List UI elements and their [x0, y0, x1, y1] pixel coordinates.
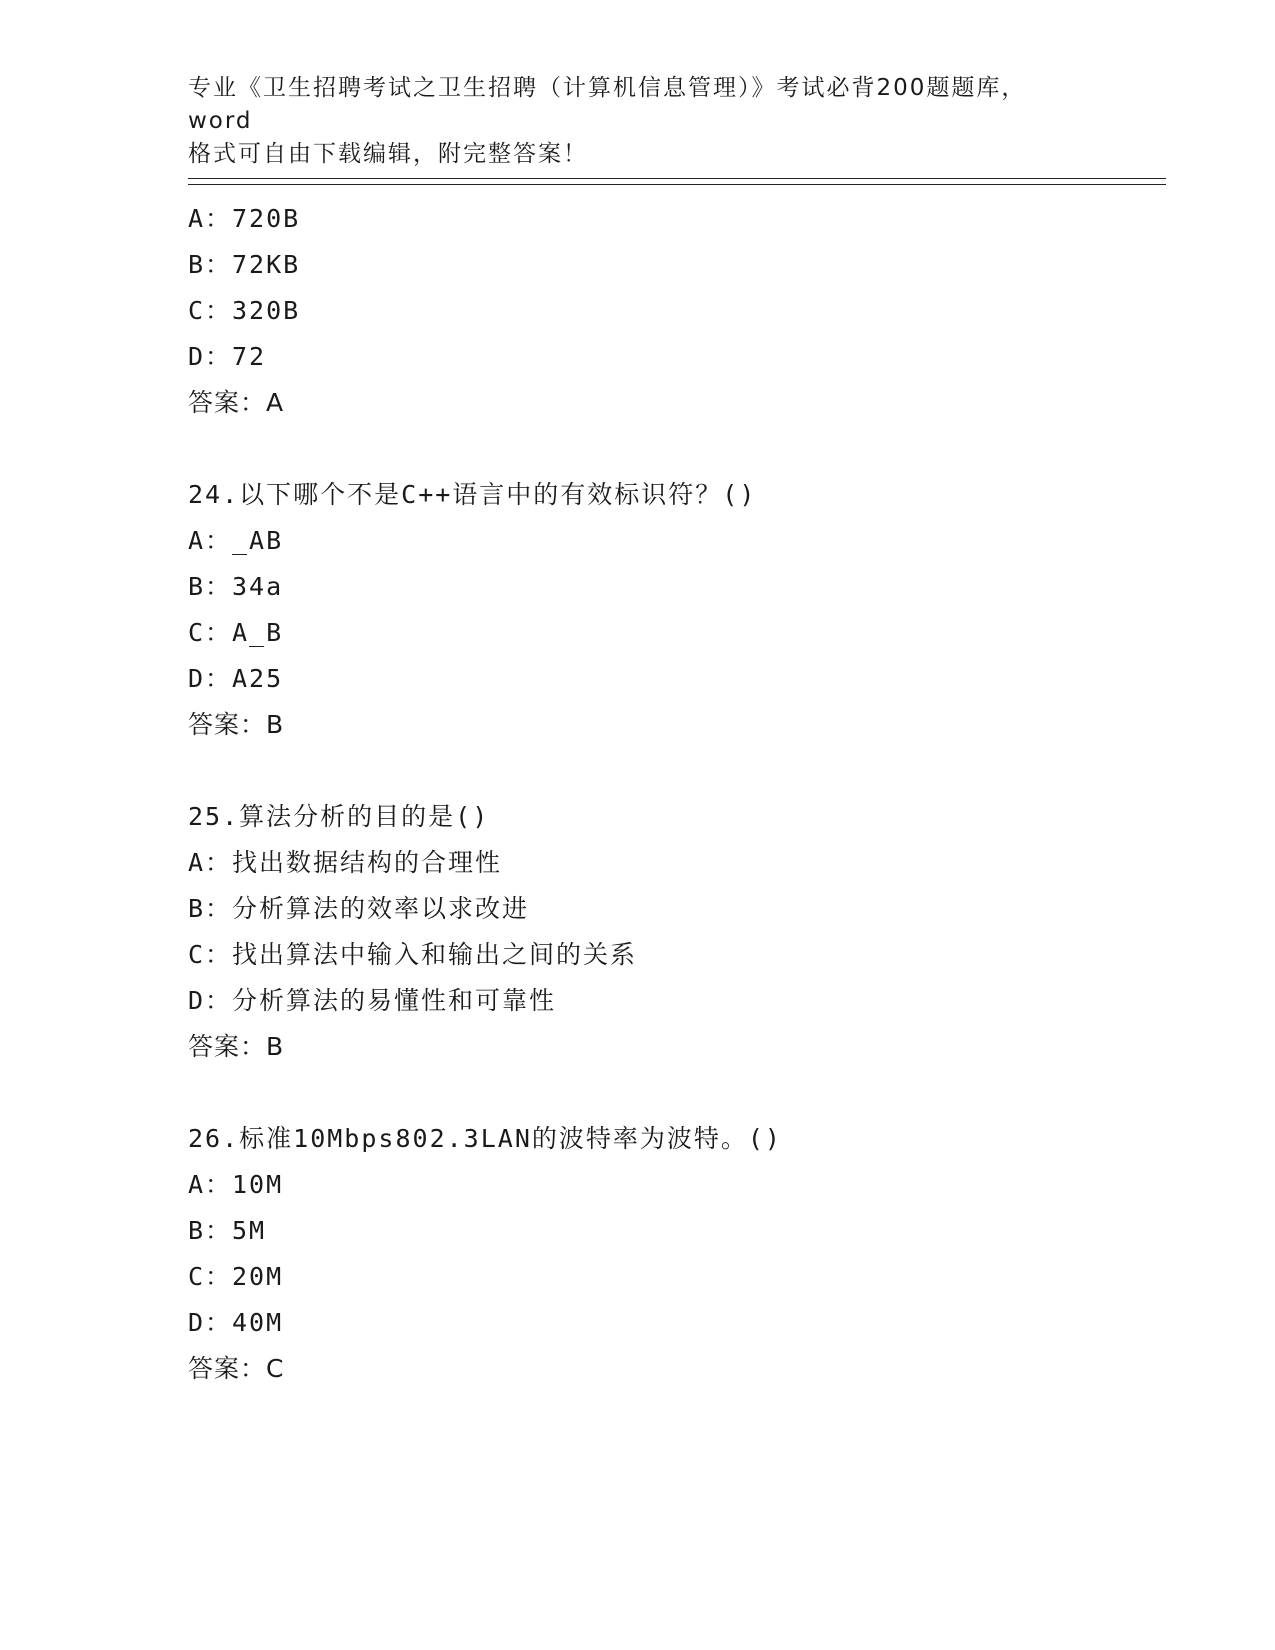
option-key: C：	[188, 940, 233, 969]
option-text: 找出算法中输入和输出之间的关系	[232, 940, 638, 969]
option-d	[188, 334, 1166, 380]
option-key: C：	[188, 1262, 233, 1291]
option-key: D：	[188, 342, 233, 371]
option-d	[188, 978, 1166, 1024]
answer-line: 答案：B	[188, 1032, 285, 1061]
option-key: D：	[188, 664, 233, 693]
option-key: B：	[188, 1216, 233, 1245]
option-text: 找出数据结构的合理性	[232, 848, 503, 877]
document-header	[188, 72, 1088, 171]
option-a	[188, 518, 1166, 564]
option-text: 10M	[232, 1170, 284, 1199]
option-a	[188, 196, 1166, 242]
answer-line: 答案：A	[188, 388, 285, 417]
header-line-2: 格式可自由下载编辑，附完整答案！	[188, 141, 588, 167]
option-key: D：	[188, 1308, 233, 1337]
option-text: 720B	[232, 204, 301, 233]
option-key: D：	[188, 986, 233, 1015]
option-b	[188, 886, 1166, 932]
question-block-24	[188, 472, 1166, 748]
option-text: 分析算法的易懂性和可靠性	[232, 986, 557, 1015]
option-text: 20M	[232, 1262, 284, 1291]
option-b	[188, 564, 1166, 610]
option-key: C：	[188, 618, 233, 647]
answer-line: 答案：C	[188, 1354, 285, 1383]
option-a	[188, 840, 1166, 886]
question-block-26	[188, 1116, 1166, 1392]
question-stem: 25.算法分析的目的是()	[188, 802, 490, 831]
option-key: B：	[188, 894, 233, 923]
option-key: A：	[188, 204, 233, 233]
option-b	[188, 242, 1166, 288]
option-a	[188, 1162, 1166, 1208]
question-stem: 26.标准10Mbps802.3LAN的波特率为波特。()	[188, 1124, 782, 1153]
option-c	[188, 932, 1166, 978]
question-stem: 24.以下哪个不是C++语言中的有效标识符？()	[188, 480, 757, 509]
option-text: A_B	[232, 618, 284, 647]
option-text: 5M	[232, 1216, 267, 1245]
option-key: A：	[188, 526, 233, 555]
option-text: 72	[232, 342, 267, 371]
option-c	[188, 1254, 1166, 1300]
question-block-prev	[188, 196, 1166, 426]
option-key: C：	[188, 296, 233, 325]
option-text: A25	[232, 664, 284, 693]
option-d	[188, 1300, 1166, 1346]
option-key: A：	[188, 848, 233, 877]
option-text: 40M	[232, 1308, 284, 1337]
question-list	[188, 196, 1166, 1392]
option-text: _AB	[232, 526, 284, 555]
option-text: 72KB	[232, 250, 301, 279]
option-b	[188, 1208, 1166, 1254]
option-key: A：	[188, 1170, 233, 1199]
option-c	[188, 288, 1166, 334]
option-c	[188, 610, 1166, 656]
question-block-25	[188, 794, 1166, 1070]
option-d	[188, 656, 1166, 702]
option-key: B：	[188, 572, 233, 601]
header-divider-top	[188, 178, 1166, 179]
answer-line: 答案：B	[188, 710, 285, 739]
option-text: 34a	[232, 572, 284, 601]
option-text: 分析算法的效率以求改进	[232, 894, 530, 923]
option-key: B：	[188, 250, 233, 279]
header-line-1: 专业《卫生招聘考试之卫生招聘（计算机信息管理）》考试必背200题题库，word	[188, 75, 1027, 134]
option-text: 320B	[232, 296, 301, 325]
header-divider-bottom	[188, 184, 1166, 185]
